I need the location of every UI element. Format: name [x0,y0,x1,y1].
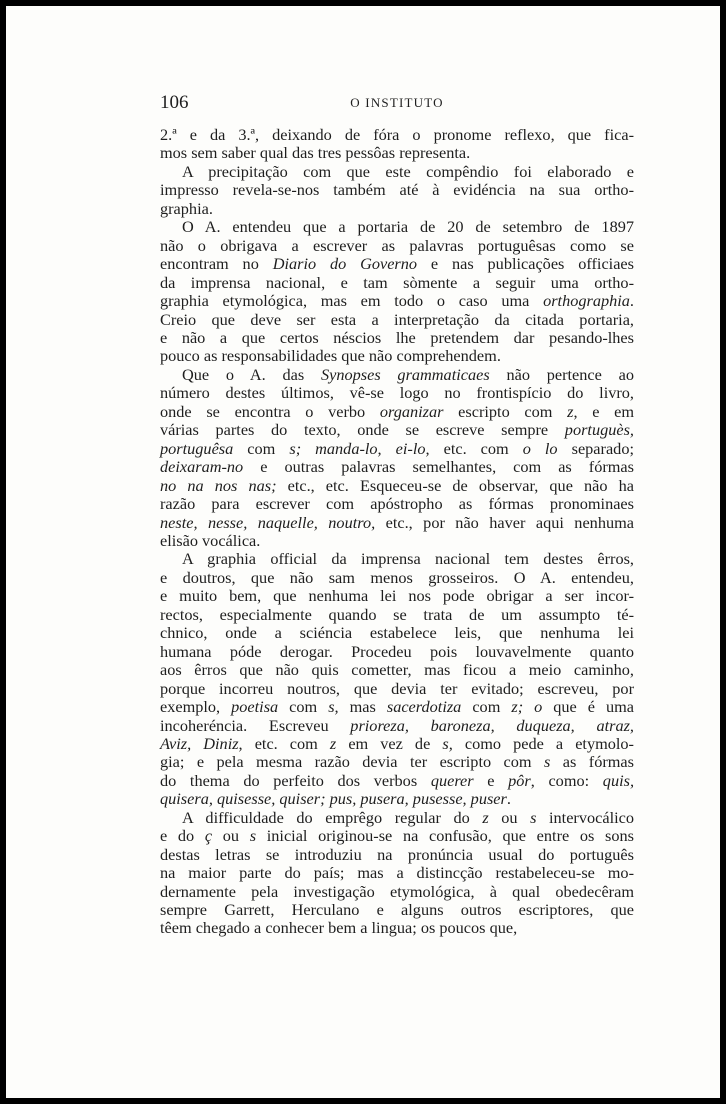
text-line [160,680,634,698]
italic-run: z; o [511,697,543,717]
text-line [160,661,634,679]
text-run: razão para escrever com apóstropho as fórmas pronominaes [160,494,634,514]
body-text [160,126,634,938]
text-run: escripto com [443,401,568,421]
text-run: com [461,697,512,717]
italic-run: no na nos nas; [160,475,277,495]
text-line [160,919,634,937]
text-line [160,477,634,495]
text-run: pouco as responsabilidades que não comprehendem. [160,346,501,366]
text-line [160,255,634,273]
text-line [160,181,634,199]
text-run: Creio que deve ser esta a interpretação da citada portaria, [160,309,634,329]
text-line [160,440,634,458]
text-line [160,624,634,642]
text-line [160,126,634,144]
text-line [160,790,634,808]
text-run: etc., por não haver aqui nenhuma [375,512,634,532]
text-run: mas [338,697,387,717]
text-run: incoheréncia. Escreveu [160,715,351,735]
text-run: dernamente pela investigação etymológica, à qual obedecêram [160,881,634,901]
text-run: intervocálico [536,807,634,827]
italic-run: o lo [522,438,558,458]
text-line [160,587,634,605]
text-run: chnico, onde a sciéncia estabelece leis, que nenhuma lei [160,623,634,643]
text-line [160,772,634,790]
text-run: não o obrigava a escrever as palavras portuguêsas como se [160,235,634,255]
text-run: têem chegado a conhecer bem a lingua; os poucos que, [160,918,518,938]
italic-run: poetisa [231,697,279,717]
text-line [160,200,634,218]
text-line [160,292,634,310]
text-run: exemplo, [160,697,232,717]
text-line [160,717,634,735]
paragraph [160,218,634,366]
paragraph [160,550,634,808]
italic-run: z [482,807,489,827]
text-run: O A. entendeu que a portaria de 20 de setembro de 1897 [182,217,634,237]
italic-run: portuguès, [564,420,634,440]
text-line [160,311,634,329]
text-line [160,846,634,864]
text-run: graphia etymológica, mas em todo o caso uma [160,291,544,311]
text-run: destas letras se introduziu na pronúncia usual do português [160,844,634,864]
text-line [160,329,634,347]
text-run: elisão vocálica. [160,530,261,550]
text-run: que é uma [542,697,635,717]
paragraph [160,126,634,163]
text-run: . [506,789,511,809]
text-run: graphia. [160,198,213,218]
text-line [160,753,634,771]
text-line [160,458,634,476]
italic-run: s, [442,733,453,753]
text-line [160,735,634,753]
text-run: não pertence ao [489,364,634,384]
text-run: 2.ª e da 3.ª, deixando de fóra o pronome reflexo, que fica- [160,125,634,144]
book-page [6,6,720,1098]
text-run: as fórmas [550,752,634,772]
text-run: etc. com [429,438,523,458]
text-run: aos êrros que não quis cometter, mas ficou a meio caminho, [160,660,634,680]
text-run: número destes últimos, vê-se logo no frontispício do livro, [160,383,634,403]
text-line [160,421,634,439]
text-run: humana póde derogar. Procedeu pois louvavelmente quanto [160,641,634,661]
text-line [160,606,634,624]
text-line [160,144,634,162]
text-run: A difficuldade do emprêgo regular do [182,807,483,827]
italic-run: s [530,807,537,827]
italic-run: Diario do Governo [272,254,418,274]
text-run: e do [160,826,205,846]
text-run: e nas publicações officiaes [417,254,634,274]
italic-run: portuguêsa [160,438,234,458]
text-line [160,550,634,568]
text-line [160,514,634,532]
text-run: Que o A. das [182,364,321,384]
text-line [160,532,634,550]
text-line [160,569,634,587]
text-line [160,163,634,181]
text-run: do thema do perfeito dos verbos [160,770,431,790]
text-run: onde se encontra o verbo [160,401,380,421]
text-line [160,643,634,661]
text-run: rectos, especialmente quando se trata de um assumpto té- [160,604,634,624]
text-run: gia; e pela mesma razão devia ter escripto com [160,752,545,772]
text-line [160,901,634,919]
italic-run: s; manda-lo, ei-lo, [289,438,430,458]
text-run: ou [488,807,531,827]
text-line [160,495,634,513]
text-run: e não a que certos néscios lhe pretendem dar pesando-lhes [160,327,634,347]
italic-run: orthographia [543,291,630,311]
text-run: encontram no [160,254,273,274]
italic-run: ç [204,826,213,846]
italic-run: pôr [508,770,531,790]
running-title: O INSTITUTO [350,95,444,110]
text-line [160,384,634,402]
text-line [160,827,634,845]
text-line [160,864,634,882]
text-line [160,698,634,716]
text-run: da imprensa nacional, e tam sòmente a seguir uma ortho- [160,272,634,292]
italic-run: quis, [602,770,635,790]
text-line [160,274,634,292]
paragraph [160,163,634,218]
text-run: inicial originou-se na confusão, que entre os sons [256,826,635,846]
italic-run: querer [430,770,474,790]
text-run: porque incorreu noutros, que devia ter evitado; escreveu, por [160,678,634,698]
italic-run: s, [328,697,339,717]
text-run: sempre Garrett, Herculano e alguns outros escriptores, que [160,900,634,920]
italic-run: Aviz, Diniz, [160,733,243,753]
text-run: na maior parte do país; mas a distincção restabeleceu-se mo- [160,863,634,883]
text-line [160,883,634,901]
text-run: como pede a etymolo- [452,733,634,753]
italic-run: z [329,733,337,753]
text-run: e muito bem, que nenhuma lei nos pode obrigar a ser incor- [160,586,634,606]
text-run: etc. com [242,733,330,753]
text-line [160,366,634,384]
text-run: . [629,291,634,311]
text-run: etc., etc. Esqueceu-se de observar, que não ha [276,475,634,495]
text-run: ou [212,826,250,846]
italic-run: neste, nesse, naquelle, noutro, [160,512,376,532]
text-run: e outras palavras semelhantes, com as fórmas [243,457,634,477]
italic-run: sacerdotiza [386,697,462,717]
italic-run: prioreza, baroneza, duqueza, atraz, [350,715,634,735]
italic-run: s [249,826,257,846]
italic-run: Synopses grammaticaes [320,364,490,384]
italic-run: z [567,401,574,421]
italic-run: deixaram-no [160,457,244,477]
text-line [160,809,634,827]
text-run: com [233,438,290,458]
page-number: 106 [160,92,189,113]
text-line [160,403,634,421]
text-run: impresso revela-se-nos também até à evidéncia na sua ortho- [160,180,634,200]
text-run: e doutros, que não sam menos grosseiros. O A. entendeu, [160,567,634,587]
italic-run: organizar [379,401,444,421]
text-run: A precipitação com que este compêndio foi elaborado e [182,161,634,181]
page-header [160,92,634,116]
text-run: em vez de [336,733,443,753]
text-run: , e em [573,401,634,421]
paragraph [160,366,634,551]
italic-run: quisera, quisesse, quiser; pus, pusera, pusesse, puser [160,789,507,809]
text-run: A graphia official da imprensa nacional tem destes êrros, [182,549,634,569]
text-run: e [473,770,509,790]
text-line [160,237,634,255]
text-run: mos sem saber qual das tres pessôas representa. [160,143,471,163]
text-run: separado; [557,438,634,458]
paragraph [160,809,634,938]
text-run: várias partes do texto, onde se escreve sempre [160,420,565,440]
text-run: , como: [530,770,603,790]
text-line [160,347,634,365]
italic-run: s [544,752,551,772]
text-run: com [278,697,329,717]
text-line [160,218,634,236]
